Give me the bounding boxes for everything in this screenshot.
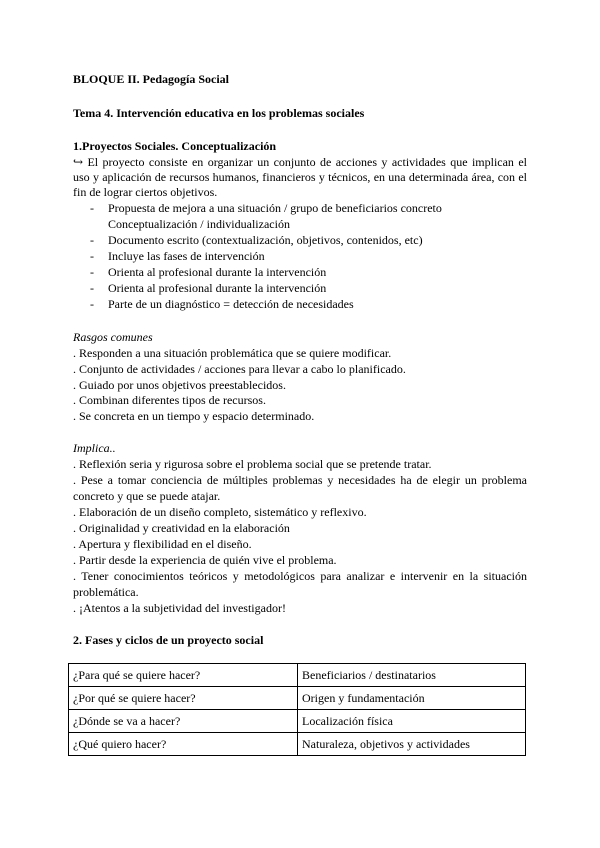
implica-line: . Partir desde la experiencia de quién vive el problema.: [73, 553, 337, 567]
rasgos-item: . Se concreta en un tiempo y espacio determinado.: [73, 409, 315, 423]
bullet-item: Documento escrito (contextualización, objetivos, contenidos, etc): [108, 233, 423, 247]
bullet-dash: -: [90, 297, 94, 311]
section2-title: 2. Fases y ciclos de un proyecto social: [73, 633, 264, 647]
rasgos-item: . Combinan diferentes tipos de recursos.: [73, 393, 266, 407]
table-cell-question: ¿Para qué se quiere hacer?: [69, 664, 298, 687]
table-cell-answer: Beneficiarios / destinatarios: [298, 664, 526, 687]
table-row: [69, 733, 526, 756]
implica-line: . Elaboración de un diseño completo, sistemático y reflexivo.: [73, 505, 367, 519]
block-heading: BLOQUE II. Pedagogía Social: [73, 72, 230, 86]
implica-line: . Originalidad y creatividad en la elaboración: [73, 521, 290, 535]
bullet-dash: -: [90, 233, 94, 247]
implica-line: . Pese a tomar conciencia de múltiples problemas y necesidades ha de elegir un problema: [73, 473, 527, 487]
bullet-item-continuation: Conceptualización / individualización: [108, 217, 290, 231]
table-cell-question: ¿Por qué se quiere hacer?: [69, 687, 298, 710]
bullet-item: Orienta al profesional durante la intervención: [108, 281, 327, 295]
bullet-item: Propuesta de mejora a una situación / grupo de beneficiarios concreto: [108, 201, 442, 215]
table-row: [69, 710, 526, 733]
bullet-item: Orienta al profesional durante la intervención: [108, 265, 327, 279]
bullet-item: Incluye las fases de intervención: [108, 249, 265, 263]
implica-line: . Apertura y flexibilidad en el diseño.: [73, 537, 252, 551]
table-row: [69, 687, 526, 710]
table-cell-question: ¿Dónde se va a hacer?: [69, 710, 298, 733]
intro-line-1: ↪ El proyecto consiste en organizar un conjunto de acciones y actividades que implican el: [73, 155, 527, 169]
implica-line: . Reflexión seria y rigurosa sobre el problema social que se pretende tratar.: [73, 457, 432, 471]
bullet-dash: -: [90, 249, 94, 263]
bullet-item: Parte de un diagnóstico = detección de necesidades: [108, 297, 354, 311]
topic-heading: Tema 4. Intervención educativa en los problemas sociales: [73, 106, 365, 120]
table-cell-answer: Naturaleza, objetivos y actividades: [298, 733, 526, 756]
table-cell-question: ¿Qué quiero hacer?: [69, 733, 298, 756]
table-cell-answer: Origen y fundamentación: [298, 687, 526, 710]
rasgos-item: . Responden a una situación problemática que se quiere modificar.: [73, 346, 392, 360]
rasgos-item: . Conjunto de actividades / acciones para llevar a cabo lo planificado.: [73, 362, 406, 376]
table-cell-answer: Localización física: [298, 710, 526, 733]
rasgos-item: . Guiado por unos objetivos preestablecidos.: [73, 378, 286, 392]
table-row: [69, 664, 526, 687]
implica-line: concreto y que se puede atajar.: [73, 489, 221, 503]
intro-line-2: uso y aplicación de recursos humanos, financieros y técnicos, en una determinada área, con el: [73, 170, 527, 184]
bullet-dash: -: [90, 281, 94, 295]
implica-line: . Tener conocimientos teóricos y metodológicos para analizar e intervenir en la situación: [73, 569, 527, 583]
implica-line: . ¡Atentos a la subjetividad del investigador!: [73, 601, 286, 615]
bullet-dash: -: [90, 201, 94, 215]
section1-title: 1.Proyectos Sociales. Conceptualización: [73, 139, 277, 153]
implica-line: problemática.: [73, 585, 139, 599]
phases-table: [68, 663, 526, 756]
implica-title: Implica..: [73, 441, 116, 455]
rasgos-title: Rasgos comunes: [73, 330, 153, 344]
intro-line-3: fin de lograr ciertos objetivos.: [73, 185, 218, 199]
bullet-dash: -: [90, 265, 94, 279]
